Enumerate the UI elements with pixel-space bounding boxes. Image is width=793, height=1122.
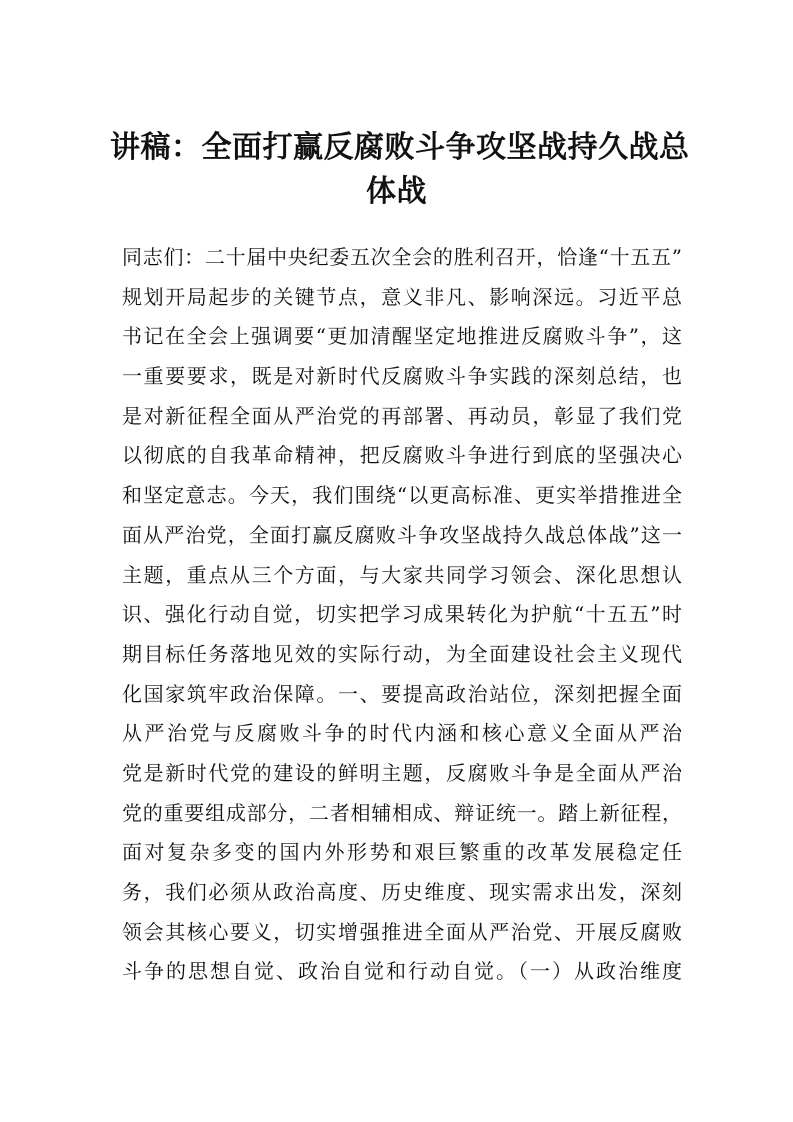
body-line: 务，我们必须从政治高度、历史维度、现实需求出发，深刻 (122, 880, 682, 904)
body-line: 书记在全会上强调要“更加清醒坚定地推进反腐败斗争”，这 (122, 324, 682, 349)
body-line: 和坚定意志。今天，我们围绕“以更高标准、更实举措推进全 (122, 483, 682, 508)
body-line: 期目标任务落地见效的实际行动，为全面建设社会主义现代 (122, 641, 682, 666)
body-line: 是对新征程全面从严治党的再部署、再动员，彰显了我们党 (122, 403, 682, 428)
body-line: 一重要要求，既是对新时代反腐败斗争实践的深刻总结，也 (122, 364, 682, 389)
body-line: 以彻底的自我革命精神，把反腐败斗争进行到底的坚强决心 (122, 443, 682, 468)
body-line: 斗争的思想自觉、政治自觉和行动自觉。（一）从政治维度 (122, 959, 682, 984)
body-line: 识、强化行动自觉，切实把学习成果转化为护航“十五五”时 (122, 602, 682, 627)
body-line: 主题，重点从三个方面，与大家共同学习领会、深化思想认 (122, 562, 682, 587)
body-line: 规划开局起步的关键节点，意义非凡、影响深远。习近平总 (122, 284, 682, 309)
body-line: 党的重要组成部分，二者相辅相成、辩证统一。踏上新征程， (122, 800, 682, 825)
body-line: 党是新时代党的建设的鲜明主题，反腐败斗争是全面从严治 (122, 760, 682, 785)
body-line: 领会其核心要义，切实增强推进全面从严治党、开展反腐败 (122, 919, 682, 944)
document-body (122, 238, 682, 992)
title-line: 体战 (366, 174, 427, 209)
body-line: 同志们：二十届中央纪委五次全会的胜利召开，恰逢“十五五” (122, 245, 682, 269)
body-line: 化国家筑牢政治保障。一、要提高政治站位，深刻把握全面 (122, 681, 682, 706)
document-title (110, 126, 690, 214)
body-line: 从严治党与反腐败斗争的时代内涵和核心意义全面从严治 (122, 721, 682, 746)
body-line: 面从严治党，全面打赢反腐败斗争攻坚战持久战总体战”这一 (122, 522, 682, 547)
body-line: 面对复杂多变的国内外形势和艰巨繁重的改革发展稳定任 (122, 840, 682, 865)
title-line: 讲稿：全面打赢反腐败斗争攻坚战持久战总 (110, 130, 690, 165)
